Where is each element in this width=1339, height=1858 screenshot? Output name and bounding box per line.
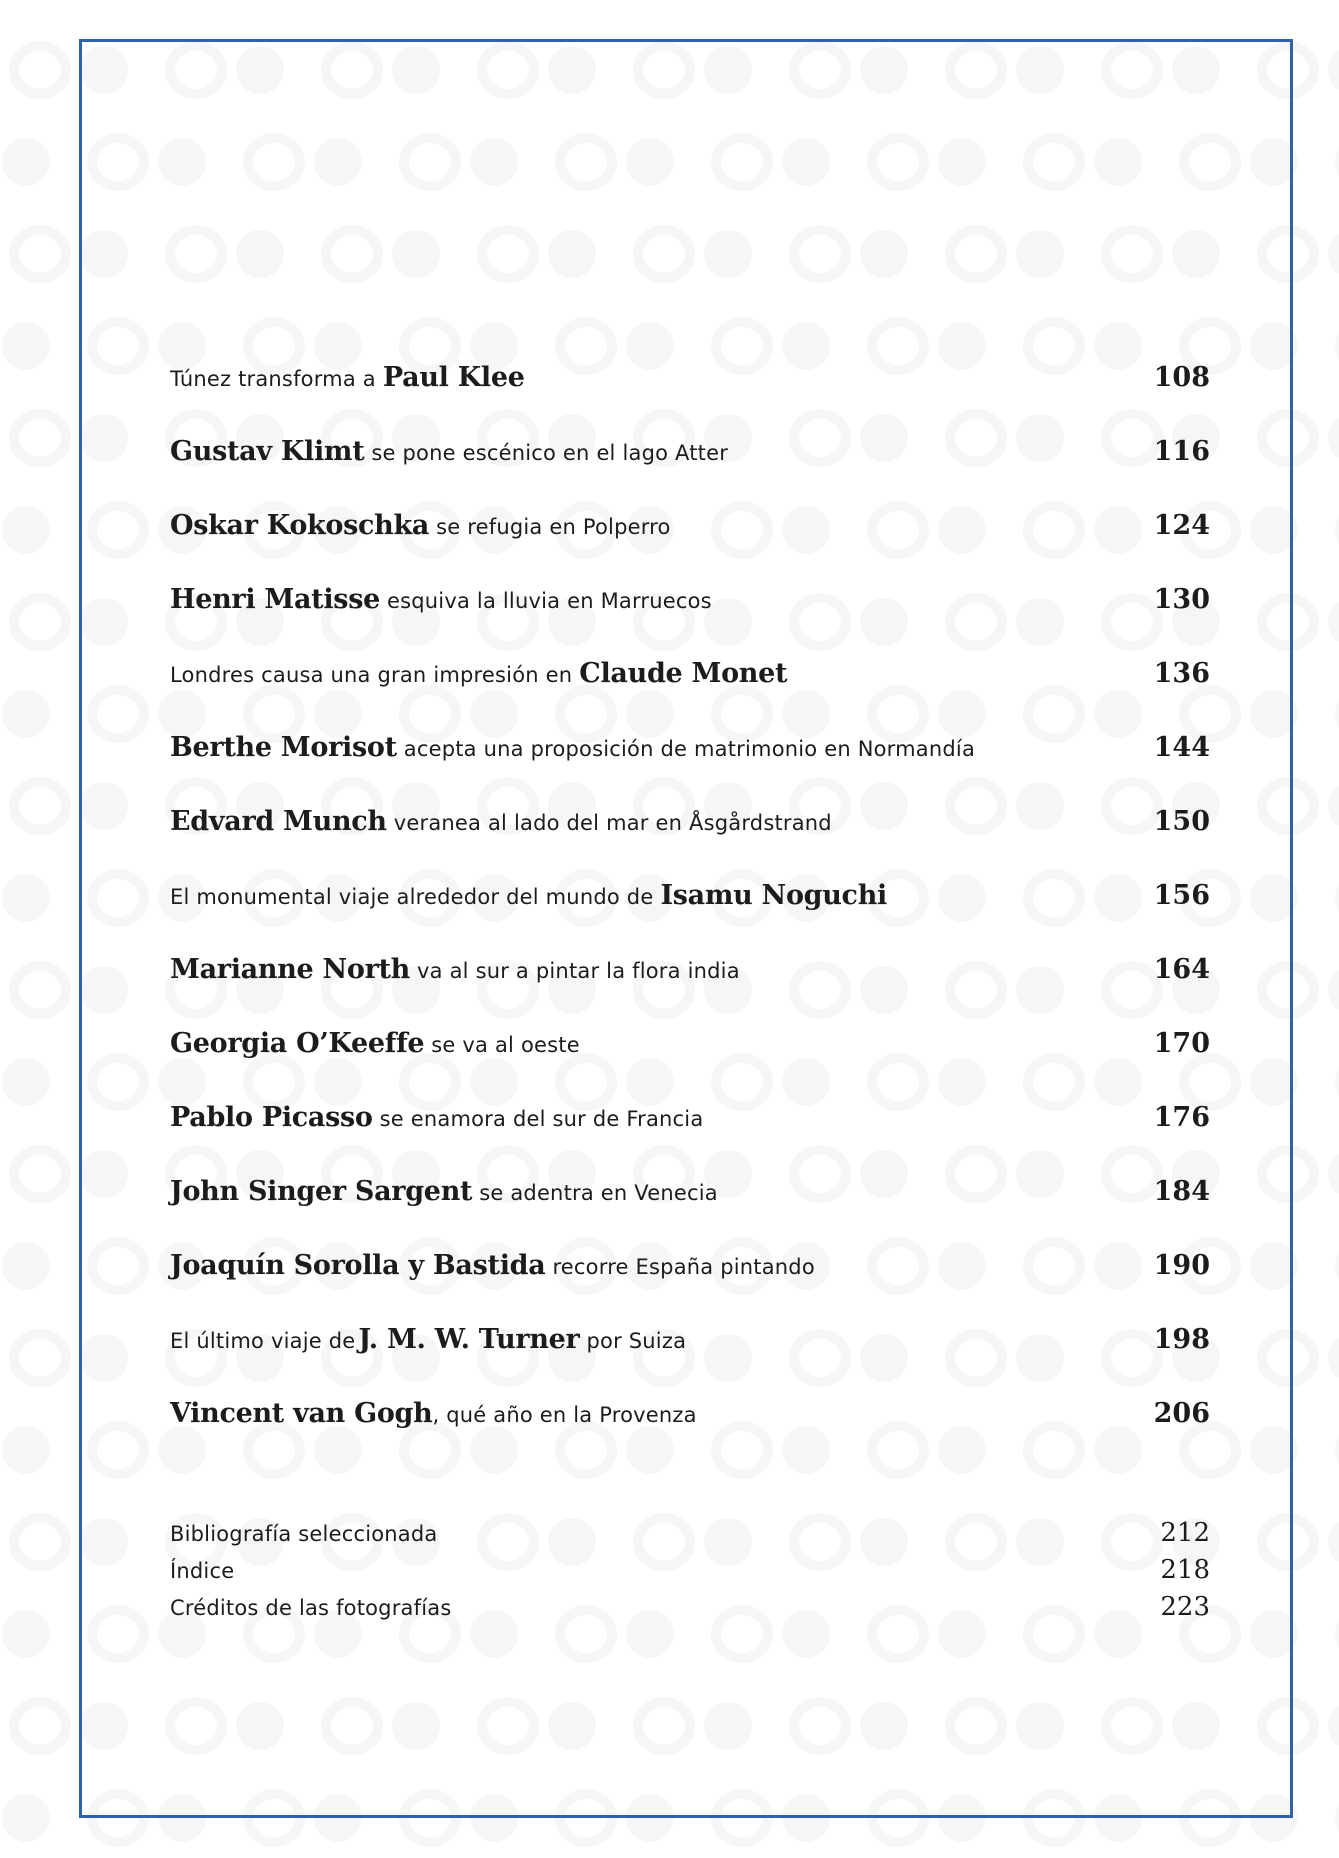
watermark-dot xyxy=(1328,46,1339,94)
artist-name: Joaquín Sorolla y Bastida xyxy=(170,1250,546,1281)
toc-entry[interactable] xyxy=(170,1398,1210,1472)
page-number: 198 xyxy=(1153,1324,1210,1355)
watermark-dot xyxy=(1328,230,1339,278)
watermark-dot xyxy=(2,1794,50,1842)
toc-entry[interactable] xyxy=(170,954,1210,1028)
watermark-dot xyxy=(1328,598,1339,646)
watermark-dot xyxy=(2,1610,50,1658)
entry-suffix: recorre España pintando xyxy=(552,1255,815,1279)
watermark-dot xyxy=(1328,414,1339,462)
toc-entry[interactable] xyxy=(170,880,1210,954)
watermark-dot xyxy=(2,690,50,738)
watermark-ring xyxy=(14,414,66,462)
toc-entry[interactable] xyxy=(170,1176,1210,1250)
toc-entry[interactable] xyxy=(170,1028,1210,1102)
watermark-ring xyxy=(14,966,66,1014)
page-number: 190 xyxy=(1153,1250,1210,1281)
artist-name: Edvard Munch xyxy=(170,806,387,837)
table-of-contents xyxy=(170,362,1210,1472)
page-number: 206 xyxy=(1153,1398,1210,1429)
artist-name: Isamu Noguchi xyxy=(660,880,887,911)
toc-entry[interactable] xyxy=(170,510,1210,584)
entry-suffix: se va al oeste xyxy=(431,1033,580,1057)
toc-entry[interactable] xyxy=(170,436,1210,510)
artist-name: Oskar Kokoschka xyxy=(170,510,430,541)
watermark-ring xyxy=(14,1702,66,1750)
entry-suffix: esquiva la lluvia en Marruecos xyxy=(387,589,712,613)
watermark-ring xyxy=(14,46,66,94)
page-number: 130 xyxy=(1153,584,1210,615)
back-matter xyxy=(170,1518,1210,1629)
toc-entry[interactable] xyxy=(170,658,1210,732)
page-number: 116 xyxy=(1153,436,1210,467)
page-number: 124 xyxy=(1153,510,1210,541)
back-matter-label: Índice xyxy=(170,1559,235,1583)
artist-name: Pablo Picasso xyxy=(170,1102,373,1133)
page-number: 150 xyxy=(1153,806,1210,837)
toc-entry[interactable] xyxy=(170,584,1210,658)
entry-suffix: se refugia en Polperro xyxy=(436,515,671,539)
watermark-dot xyxy=(2,874,50,922)
watermark-ring xyxy=(14,230,66,278)
entry-suffix: va al sur a pintar la flora india xyxy=(417,959,740,983)
watermark-dot xyxy=(2,1058,50,1106)
watermark-dot xyxy=(2,1426,50,1474)
back-matter-label: Bibliografía seleccionada xyxy=(170,1522,438,1546)
entry-prefix: El último viaje de xyxy=(170,1329,356,1353)
watermark-dot xyxy=(1328,1702,1339,1750)
watermark-ring xyxy=(14,1334,66,1382)
back-matter-item[interactable] xyxy=(170,1555,1210,1592)
entry-suffix: por Suiza xyxy=(586,1329,687,1353)
artist-name: Georgia O’Keeffe xyxy=(170,1028,425,1059)
entry-suffix: se adentra en Venecia xyxy=(479,1181,718,1205)
toc-entry[interactable] xyxy=(170,806,1210,880)
entry-prefix: El monumental viaje alrededor del mundo de xyxy=(170,885,654,909)
entry-suffix: acepta una proposición de matrimonio en Normandía xyxy=(403,737,976,761)
toc-entry[interactable] xyxy=(170,732,1210,806)
toc-entry[interactable] xyxy=(170,362,1210,436)
page-number: 170 xyxy=(1153,1028,1210,1059)
watermark-ring xyxy=(14,1150,66,1198)
artist-name: Henri Matisse xyxy=(170,584,380,615)
entry-suffix: se pone escénico en el lago Atter xyxy=(371,441,729,465)
toc-entry[interactable] xyxy=(170,1102,1210,1176)
artist-name: Vincent van Gogh xyxy=(170,1398,433,1429)
artist-name: Paul Klee xyxy=(382,362,525,393)
back-matter-item[interactable] xyxy=(170,1518,1210,1555)
artist-name: Marianne North xyxy=(170,954,411,985)
entry-suffix: se enamora del sur de Francia xyxy=(379,1107,704,1131)
page-number: 156 xyxy=(1153,880,1210,911)
back-matter-label: Créditos de las fotografías xyxy=(170,1596,452,1620)
page-number: 144 xyxy=(1153,732,1210,763)
toc-entry[interactable] xyxy=(170,1324,1210,1398)
page-number: 184 xyxy=(1153,1176,1210,1207)
watermark-dot xyxy=(1328,1518,1339,1566)
artist-name: J. M. W. Turner xyxy=(358,1324,580,1355)
artist-name: Claude Monet xyxy=(579,658,788,689)
watermark-dot xyxy=(2,506,50,554)
watermark-dot xyxy=(2,1242,50,1290)
back-matter-item[interactable] xyxy=(170,1592,1210,1629)
entry-prefix: Londres causa una gran impresión en xyxy=(170,663,573,687)
page-number: 136 xyxy=(1153,658,1210,689)
toc-entry[interactable] xyxy=(170,1250,1210,1324)
watermark-dot xyxy=(1328,1150,1339,1198)
entry-suffix: veranea al lado del mar en Åsgårdstrand xyxy=(393,811,832,835)
watermark-dot xyxy=(2,138,50,186)
page-number: 223 xyxy=(1160,1592,1210,1622)
page-number: 212 xyxy=(1160,1518,1210,1548)
watermark-dot xyxy=(1328,782,1339,830)
watermark-ring xyxy=(14,782,66,830)
page-number: 164 xyxy=(1153,954,1210,985)
watermark-ring xyxy=(14,1518,66,1566)
page-number: 176 xyxy=(1153,1102,1210,1133)
artist-name: Gustav Klimt xyxy=(170,436,365,467)
artist-name: John Singer Sargent xyxy=(170,1176,473,1207)
page-number: 108 xyxy=(1153,362,1210,393)
artist-name: Berthe Morisot xyxy=(170,732,397,763)
watermark-dot xyxy=(1328,1334,1339,1382)
page-number: 218 xyxy=(1160,1555,1210,1585)
entry-prefix: Túnez transforma a xyxy=(170,367,376,391)
entry-suffix: , qué año en la Provenza xyxy=(432,1403,697,1427)
watermark-dot xyxy=(2,322,50,370)
watermark-dot xyxy=(1328,966,1339,1014)
watermark-ring xyxy=(14,598,66,646)
